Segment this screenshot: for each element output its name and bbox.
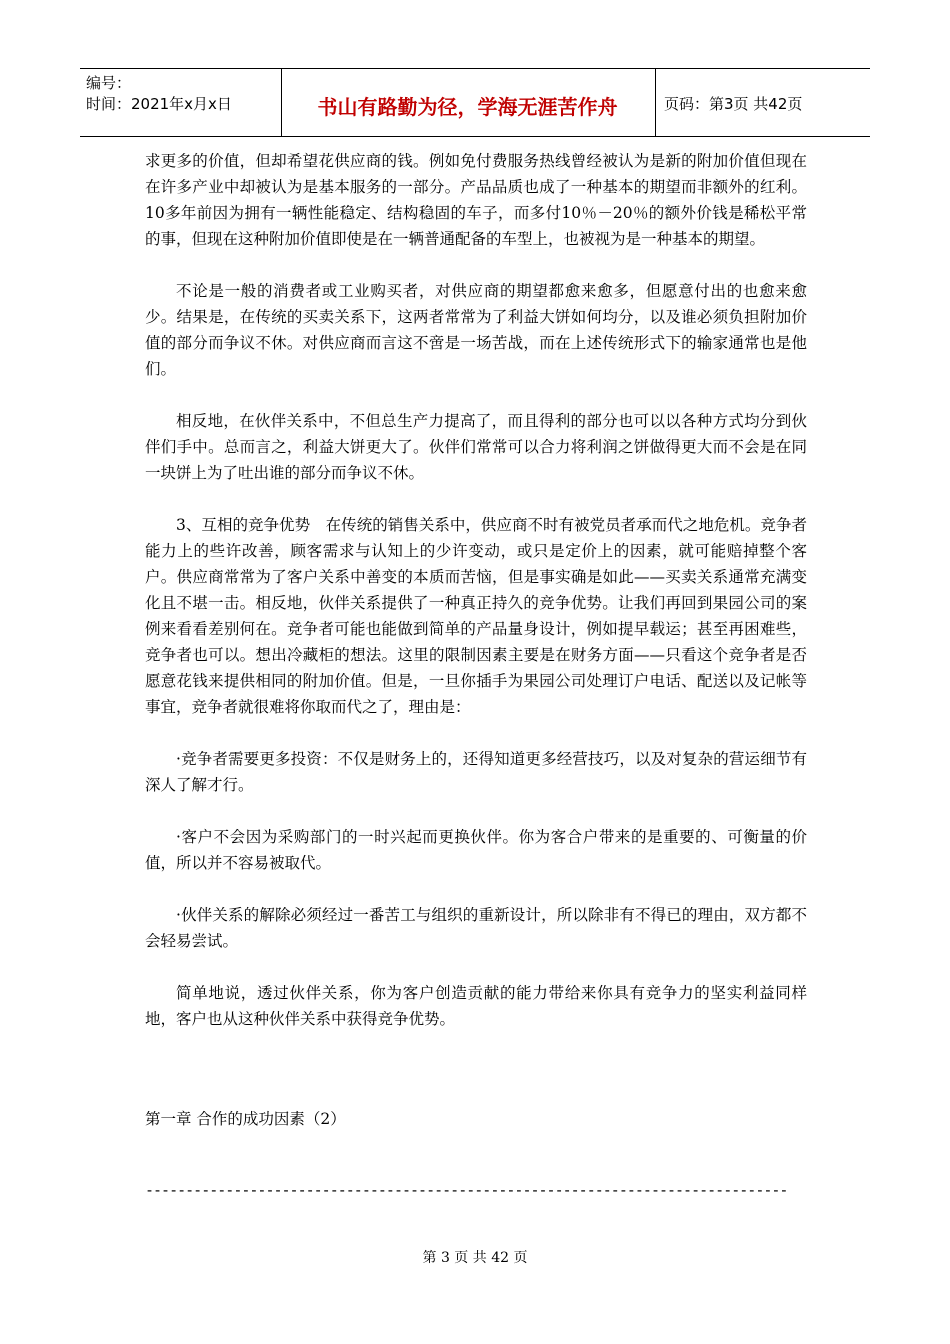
document-date: 时间：2021年x月x日 xyxy=(86,95,232,113)
header-page-info: 页码：第3页 共42页 xyxy=(664,95,803,113)
bullet-paragraph: ·竞争者需要更多投资：不仅是财务上的，还得知道更多经营技巧，以及对复杂的营运细节有深人了解才行。 xyxy=(145,750,807,794)
header-meta xyxy=(86,73,282,115)
paragraph: 求更多的价值，但却希望花供应商的钱。例如免付费服务热线曾经被认为是新的附加价值但现在在许多产业中却被认为是基本服务的一部分。产品品质也成了一种基本的期望而非额外的红利。10多年前因为拥有一辆性能稳定、结构稳固的车子，而多付10％－20％的额外价钱是稀松平常的事，但现在这种附加价值即使是在一辆普通配备的车型上，也被视为是一种基本的期望。 xyxy=(145,152,807,248)
bullet-paragraph: ·客户不会因为采购部门的一时兴起而更换伙伴。你为客合户带来的是重要的、可衡量的价值，所以并不容易被取代。 xyxy=(145,828,807,872)
paragraph: 简单地说，透过伙伴关系，你为客户创造贡献的能力带给来你具有竞争力的坚实利益同样地，客户也从这种伙伴关系中获得竞争优势。 xyxy=(145,984,807,1028)
paragraph: 不论是一般的消费者或工业购买者，对供应商的期望都愈来愈多，但愿意付出的也愈来愈少。结果是，在传统的买卖关系下，这两者常常为了利益大饼如何均分，以及谁必须负担附加价值的部分而争议不休。对供应商而言这不啻是一场苦战，而在上述传统形式下的输家通常也是他们。 xyxy=(145,282,807,378)
document-number-label: 编号： xyxy=(86,74,132,92)
header-divider xyxy=(655,69,656,136)
page-header xyxy=(80,68,870,137)
bullet-paragraph: ·伙伴关系的解除必须经过一番苦工与组织的重新设计，所以除非有不得已的理由，双方都不会轻易尝试。 xyxy=(145,906,807,950)
page-footer: 第 3 页 共 42 页 xyxy=(422,1250,528,1266)
paragraph: 相反地，在伙伴关系中，不但总生产力提高了，而且得利的部分也可以以各种方式均分到伙伴们手中。总而言之，利益大饼更大了。伙伴们常常可以合力将利润之饼做得更大而不会是在同一块饼上为了吐出谁的部分而争议不休。 xyxy=(145,412,807,482)
section-heading: 第一章 合作的成功因素（2） xyxy=(145,1110,346,1128)
document-body xyxy=(145,148,807,1058)
paragraph: 3、互相的竞争优势 在传统的销售关系中，供应商不时有被党员者承而代之地危机。竞争者能力上的些许改善，顾客需求与认知上的少许变动，或只是定价上的因素，就可能赔掉整个客户。供应商常常为了客户关系中善变的本质而苦恼，但是事实确是如此——买卖关系通常充满变化且不堪一击。相反地，伙伴关系提供了一种真正持久的竞争优势。让我们再回到果园公司的案例来看看差别何在。竞争者可能也能做到简单的产品量身设计，例如提早载运；甚至再困难些，竞争者也可以。想出冷藏柜的想法。这里的限制因素主要是在财务方面——只看这个竞争者是否愿意花钱来提供相同的附加价值。但是，一旦你插手为果园公司处理订户电话、配送以及记帐等事宜，竞争者就很难将你取而代之了，理由是： xyxy=(145,516,807,716)
header-motto: 书山有路勤为径，学海无涯苦作舟 xyxy=(317,95,618,119)
dashed-divider: -------------------------------------------------------------------------------- xyxy=(145,1181,788,1199)
